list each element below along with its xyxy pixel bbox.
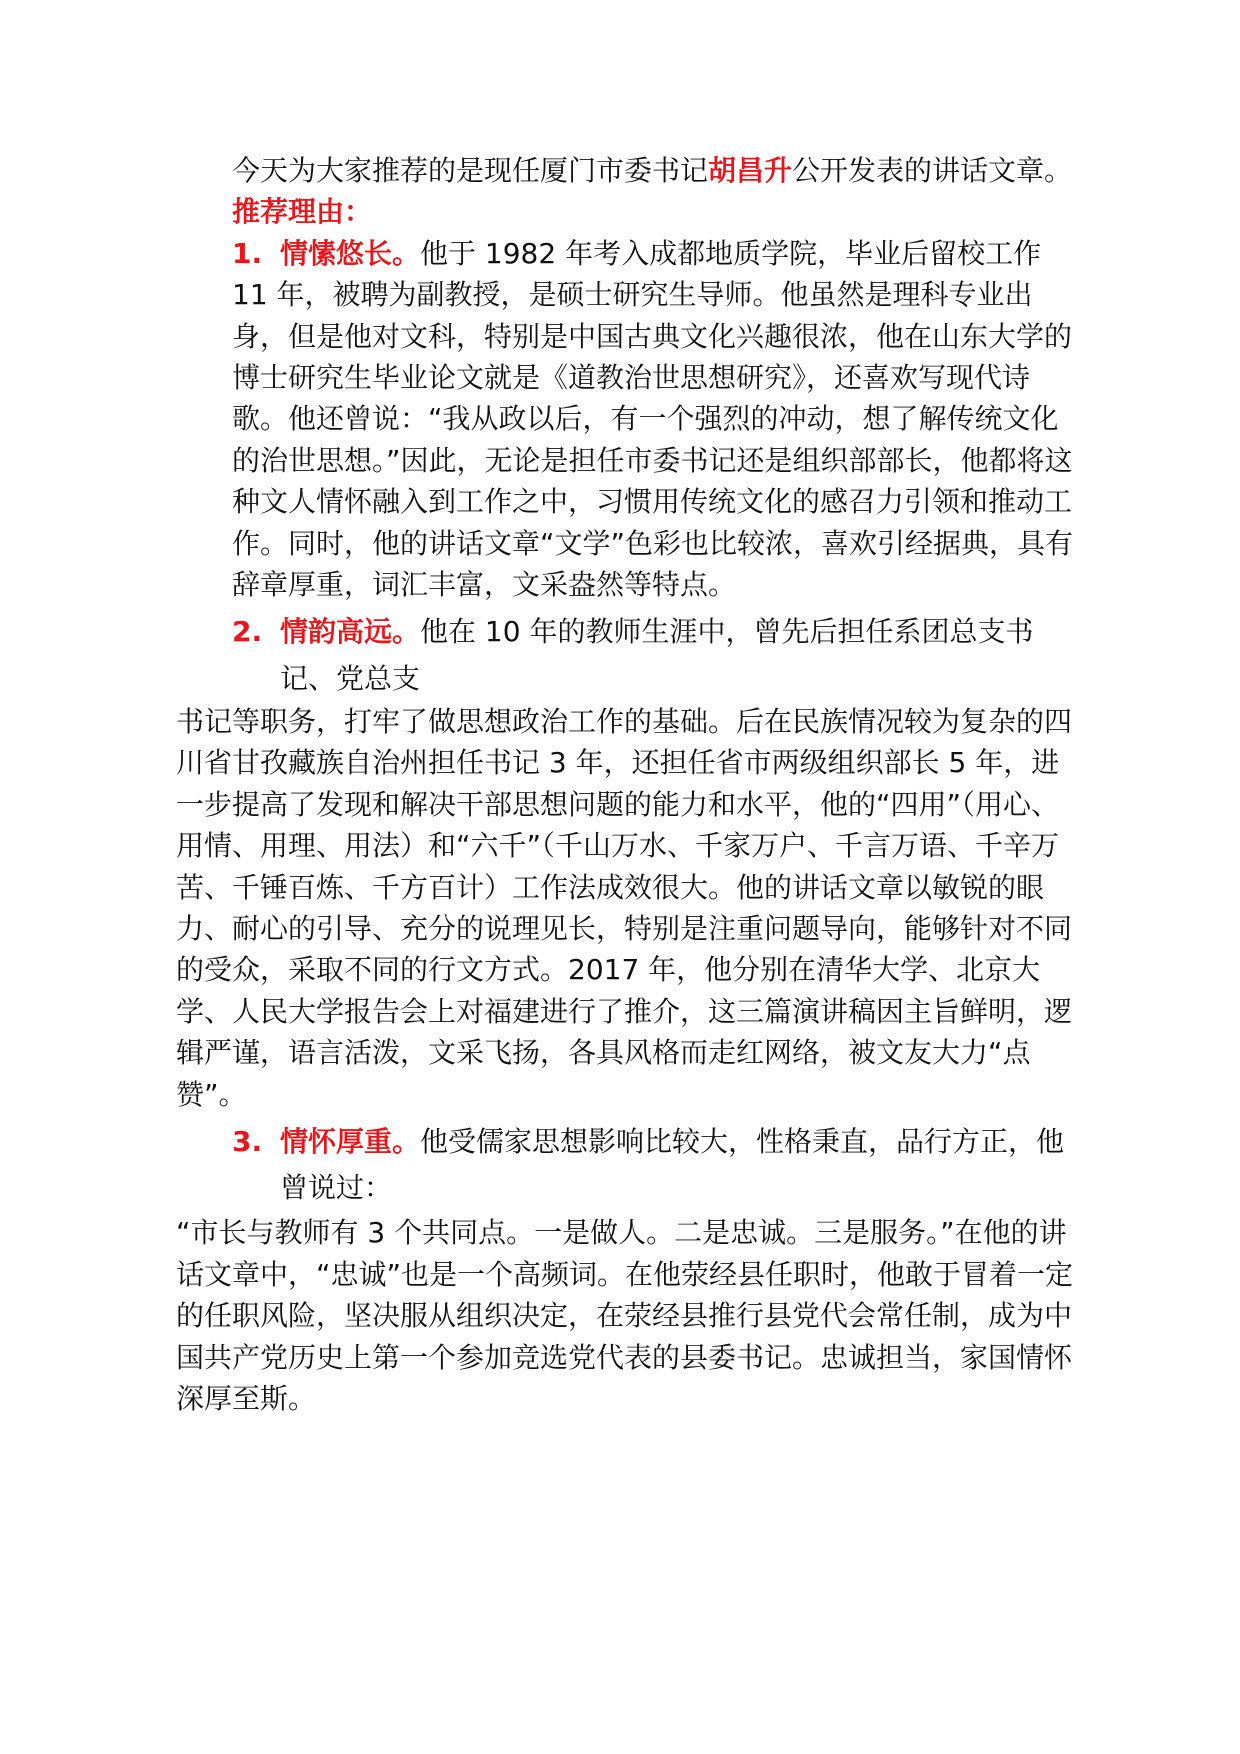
item-2-text: 书记等职务，打牢了做思想政治工作的基础。后在民族情况较为复杂的四川省甘孜藏族自治州担任书记 3 年，还担任省市两级组织部长 5 年，进一步提高了发现和解决干部思想问题的能力和水平，他的“四用”（用心、用情、用理、用法）和“六千”（千山万水、千家万户、千言万语、千辛万苦、千锤百炼、千方百计）工作法成效很大。他的讲话文章以敏锐的眼力、耐心的引导、充分的说理见长，特别是注重问题导向，能够针对不同的受众，采取不同的行文方式。2017 年，他分别在清华大学、北京大学、人民大学报告会上对福建进行了推介，这三篇演讲稿因主旨鲜明，逻辑严谨，语言活泼，文采飞扬，各具风格而走红网络，被文友大力“点赞”。 [176,704,1073,1111]
item-2-first-line: 他在 10 年的教师生涯中，曾先后担任系团总支书 [420,615,1034,649]
item-3-title: 情怀厚重。 [280,1124,421,1158]
author-name: 胡昌升 [708,154,793,187]
intro-suffix: 公开发表的讲话文章。 [792,154,1073,187]
item-2-head [176,611,1076,652]
reason-heading: 推荐理由： [232,195,373,229]
document-page [176,150,1076,1419]
item-3-text: “市长与教师有 3 个共同点。一是做人。二是忠诚。三是服务。”在他的讲话文章中，“忠诚”也是一个高频词。在他荥经县任职时，他敢于冒着一定的任职风险，坚决服从组织决定，在荥经县推行县党代会常任制，成为中国共产党历史上第一个参加竞选党代表的县委书记。忠诚担当，家国情怀深厚至斯。 [176,1216,1074,1415]
item-3-continuation: 曾说过： [280,1171,393,1205]
item-3-head [176,1121,1076,1162]
item-2-title: 情韵高远。 [280,615,421,649]
item-3-first-line: 他受儒家思想影响比较大，性格秉直，品行方正，他 [420,1124,1065,1158]
item-1-paragraph [176,233,1076,606]
item-2-number: 2. [232,615,263,649]
item-1-title: 情愫悠长。 [280,236,421,270]
item-2-continuation: 记、党总支 [280,661,421,695]
item-1-number: 1. [232,236,263,270]
intro-prefix: 今天为大家推荐的是现任厦门市委书记 [232,154,709,187]
intro-paragraph [176,150,1076,191]
item-1-text: 他于 1982 年考入成都地质学院，毕业后留校工作 11 年，被聘为副教授，是硕士研究生导师。他虽然是理科专业出身，但是他对文科，特别是中国古典文化兴趣很浓，他在山东大学的博士研究生毕业论文就是《道教治世思想研究》，还喜欢写现代诗歌。他还曾说：“我从政以后，有一个强烈的冲动，想了解传统文化的治世思想。”因此，无论是担任市委书记还是组织部部长，他都将这种文人情怀融入到工作之中，习惯用传统文化的感召力引领和推动工作。同时，他的讲话文章“文学”色彩也比较浓，喜欢引经据典，具有辞章厚重，词汇丰富，文采盎然等特点。 [232,236,1074,602]
item-3-number: 3. [232,1124,263,1158]
